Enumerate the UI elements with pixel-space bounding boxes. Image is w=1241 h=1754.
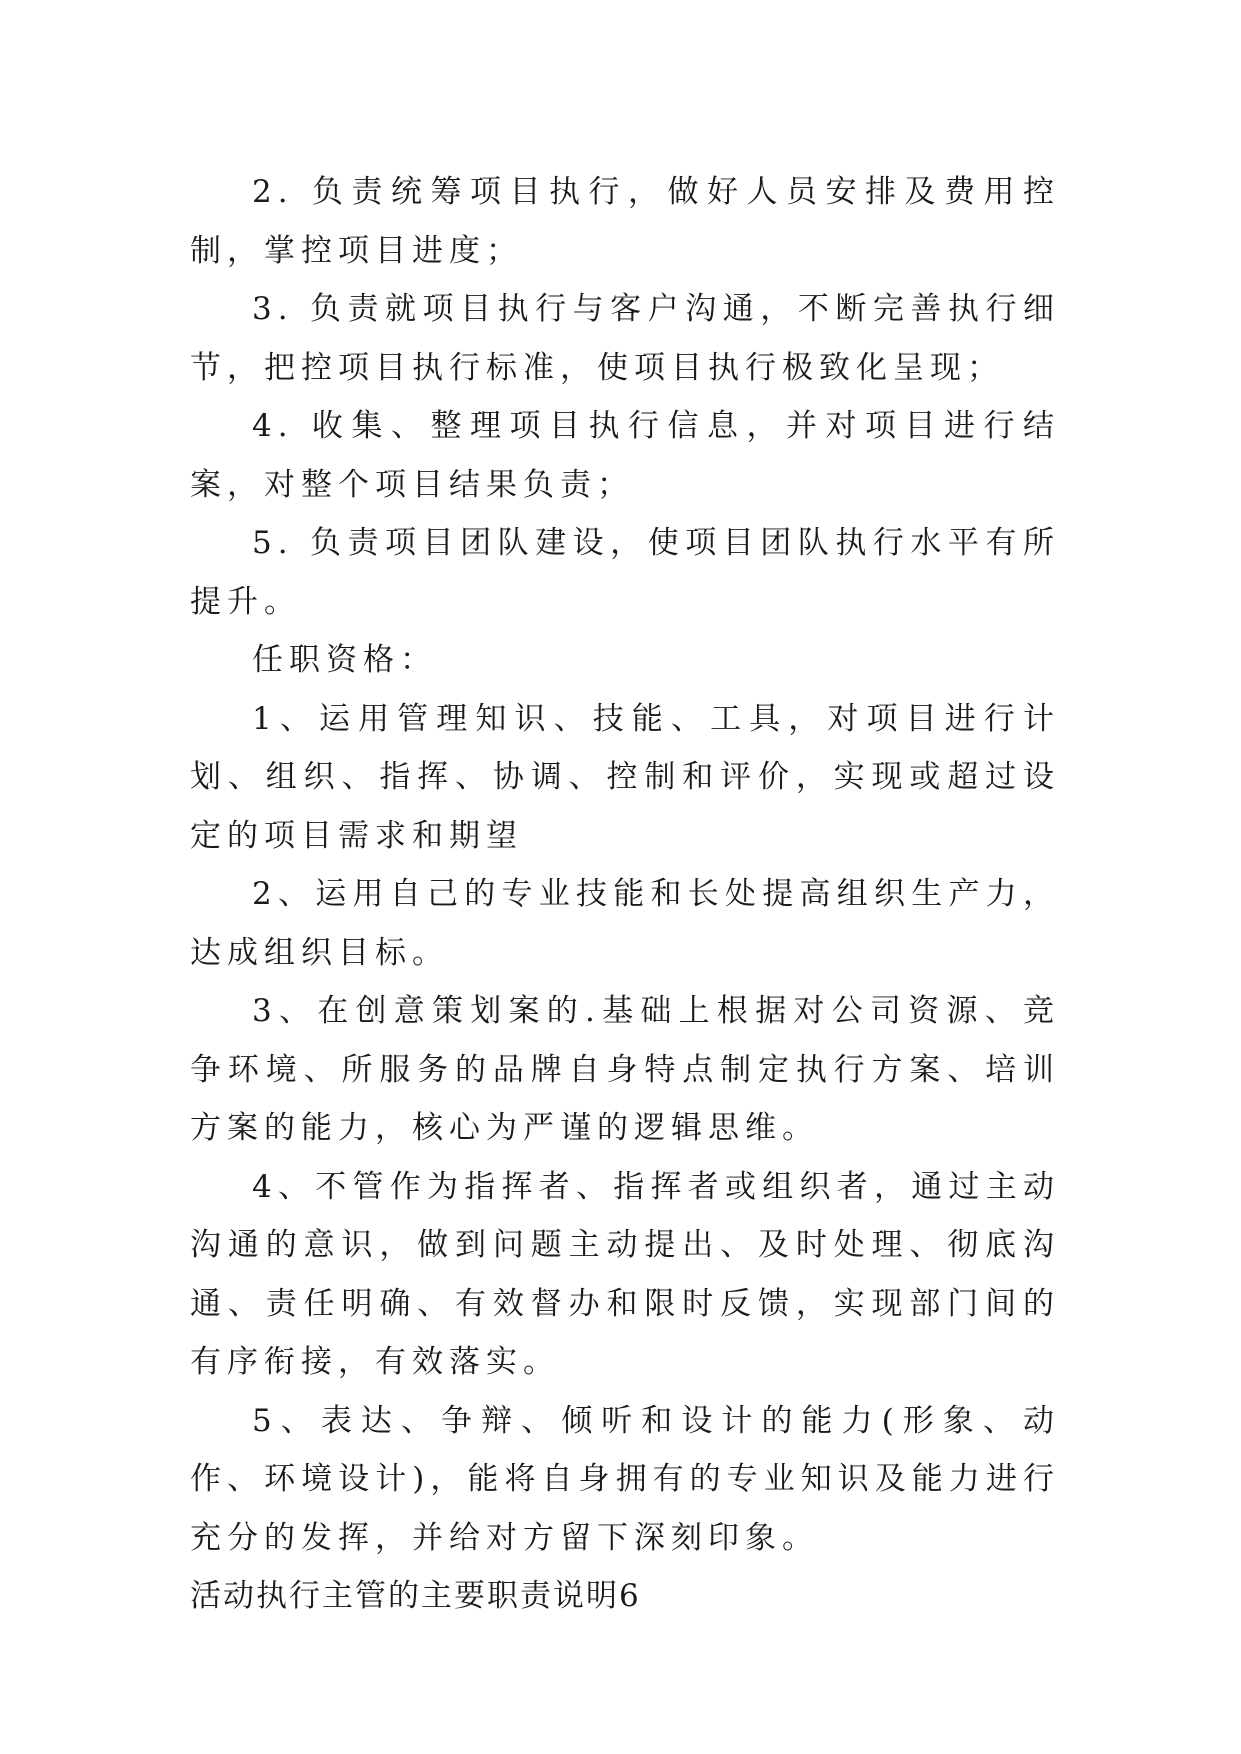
paragraph-duty-4: 4. 收集、整理项目执行信息，并对项目进行结案，对整个项目结果负责； — [190, 408, 1060, 503]
paragraph-qualification-4: 4、不管作为指挥者、指挥者或组织者，通过主动沟通的意识，做到问题主动提出、及时处理、彻底沟通、责任明确、有效督办和限时反馈，实现部门间的有序衔接，有效落实。 — [190, 1168, 1060, 1380]
paragraph-qualification-3: 3、在创意策划案的.基础上根据对公司资源、竞争环境、所服务的品牌自身特点制定执行方案、培训方案的能力，核心为严谨的逻辑思维。 — [190, 993, 1060, 1146]
document-body — [190, 163, 1060, 1626]
paragraph-qualification-5: 5、表达、争辩、倾听和设计的能力(形象、动作、环境设计)，能将自身拥有的专业知识及能力进行充分的发挥，并给对方留下深刻印象。 — [190, 1402, 1060, 1556]
section-heading: 活动执行主管的主要职责说明6 — [190, 1578, 641, 1614]
paragraph-qualification-2: 2、运用自己的专业技能和长处提高组织生产力，达成组织目标。 — [190, 876, 1060, 971]
paragraph-duty-2: 2. 负责统筹项目执行，做好人员安排及费用控制，掌控项目进度； — [190, 174, 1060, 269]
paragraph-duty-5: 5. 负责项目团队建设，使项目团队执行水平有所提升。 — [190, 525, 1060, 620]
paragraph-duty-3: 3. 负责就项目执行与客户沟通，不断完善执行细节，把控项目执行标准，使项目执行极致化呈现； — [190, 291, 1060, 386]
paragraph-qualification-1: 1、运用管理知识、技能、工具，对项目进行计划、组织、指挥、协调、控制和评价，实现或超过设定的项目需求和期望 — [190, 700, 1060, 854]
qualifications-heading: 任职资格： — [252, 642, 437, 678]
